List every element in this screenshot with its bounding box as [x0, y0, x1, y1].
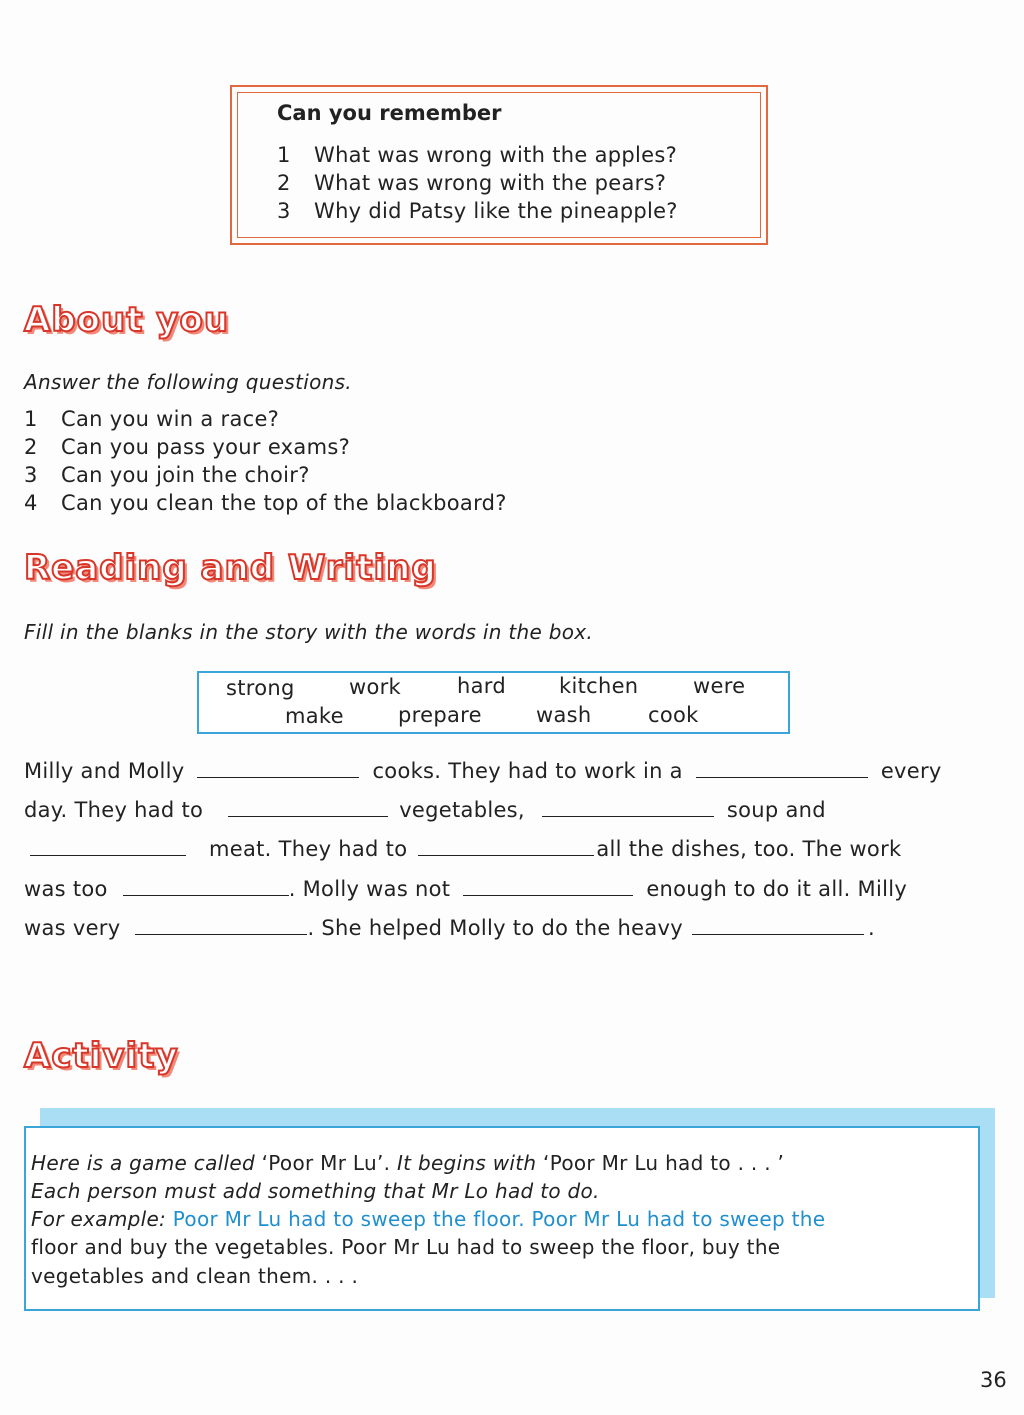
page-number: 36 [980, 1368, 1007, 1392]
blank-2[interactable] [696, 773, 868, 778]
word-box-word: make [285, 704, 344, 728]
about-you-heading: About you [24, 300, 230, 340]
word-box-word: kitchen [559, 674, 639, 698]
activity-line: Each person must add something that Mr Lo had to do. [31, 1179, 600, 1203]
activity-line: Here is a game called ‘Poor Mr Lu’. It begins with ‘Poor Mr Lu had to . . . ’ [31, 1151, 785, 1175]
word-box-word: wash [536, 703, 592, 727]
story-line: meat. They had to all the dishes, too. The work [30, 837, 901, 861]
activity-heading: Activity [24, 1036, 179, 1076]
word-box-word: work [349, 675, 402, 699]
story-line: was too . Molly was not enough to do it all. Milly [24, 877, 908, 901]
word-box-word: hard [457, 674, 506, 698]
word-box-word: prepare [398, 703, 482, 727]
remember-question: 1 What was wrong with the apples? [277, 143, 678, 167]
blank-7[interactable] [123, 891, 289, 896]
about-you-instruction: Answer the following questions. [24, 370, 352, 394]
remember-question: 2 What was wrong with the pears? [277, 171, 667, 195]
blank-3[interactable] [228, 812, 388, 817]
blank-1[interactable] [197, 773, 359, 778]
blank-10[interactable] [692, 930, 864, 935]
blank-8[interactable] [463, 891, 633, 896]
blank-4[interactable] [542, 812, 714, 817]
story-line: Milly and Molly cooks. They had to work in a every [24, 759, 942, 783]
remember-question: 3 Why did Patsy like the pineapple? [277, 199, 678, 223]
remember-title: Can you remember [277, 101, 502, 125]
activity-line: vegetables and clean them. . . . [31, 1264, 359, 1288]
reading-writing-heading: Reading and Writing [24, 548, 437, 588]
about-you-question: 3 Can you join the choir? [24, 463, 310, 487]
about-you-question: 4 Can you clean the top of the blackboard? [24, 491, 507, 515]
blank-9[interactable] [135, 930, 307, 935]
word-box-word: were [693, 674, 746, 698]
blank-5[interactable] [30, 851, 186, 856]
activity-line: For example: Poor Mr Lu had to sweep the floor. Poor Mr Lu had to sweep the [31, 1207, 826, 1231]
about-you-question: 1 Can you win a race? [24, 407, 280, 431]
word-box-word: cook [648, 703, 699, 727]
activity-line: floor and buy the vegetables. Poor Mr Lu had to sweep the floor, buy the [31, 1235, 781, 1259]
word-box-word: strong [226, 676, 295, 700]
blank-6[interactable] [418, 851, 594, 856]
about-you-question: 2 Can you pass your exams? [24, 435, 351, 459]
story-line: day. They had to vegetables, soup and [24, 798, 826, 822]
story-line: was very . She helped Molly to do the heavy . [24, 916, 875, 940]
reading-writing-instruction: Fill in the blanks in the story with the words in the box. [24, 620, 594, 644]
